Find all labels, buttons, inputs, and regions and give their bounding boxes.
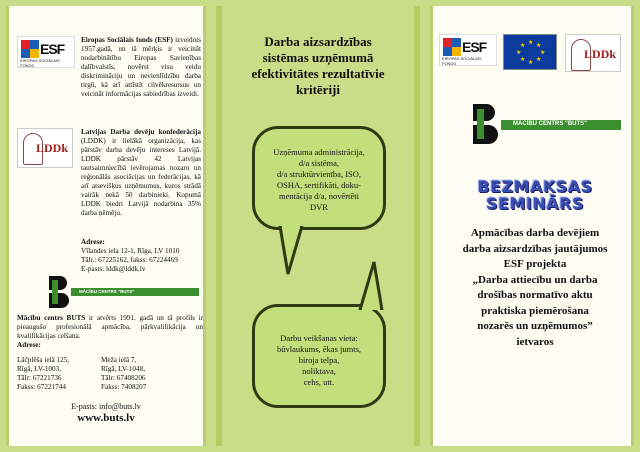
- esf-logo: ESF EIROPAS SOCIĀLAIS FONDS: [439, 34, 497, 66]
- esf-description: Eiropas Sociālais fonds (ESF) izveidots 1957.gadā, un tā mērķis ir veicināt nodarbinātību Eiropas Savienības dalībvalstīs, novērst visu veidu diskrimināciju un nevienlīdzību darba tirgū, kā arī attīstīt cilvēkresursus un veicināt informācijas sabiedrības izveidi.: [81, 36, 202, 98]
- buts-address-1: Lāčplēša ielā 125, Rīgā, LV-1003, Tālr: 67221736 Fakss: 67221744: [17, 356, 70, 391]
- buts-logo: MĀCĪBU CENTRS "BUTS": [473, 104, 623, 144]
- eu-flag-icon: ★ ★ ★ ★ ★ ★ ★ ★: [503, 34, 557, 70]
- right-panel: [430, 6, 634, 446]
- speech-bubble-workplace: Darbu veikšanas vieta: būvlaukums, ēkas jumts, biroja telpa, noliktava, cehs, utt.: [252, 304, 386, 408]
- buts-address-2: Meža ielā 7, Rīgā, LV-1048, Tālr: 67408206 Fakss: 7408207: [101, 356, 147, 391]
- buts-logo: MĀCĪBU CENTRS "BUTS": [49, 276, 199, 310]
- lddk-logo: LDDk: [565, 34, 621, 72]
- buts-email: E-pasts: info@buts.lv: [71, 402, 141, 411]
- left-panel: [6, 6, 206, 446]
- free-seminar-headline: BEZMAKSAS SEMINĀRS: [477, 177, 593, 213]
- buts-description: Mācību centrs BUTS ir atvērts 1991. gadā un tā profils ir pieaugušo profesionālā apmācība, pārkvalifikācija un kvalifikācijas celšana. Adrese:: [17, 314, 203, 349]
- seminar-description: Apmācības darba devējiem darba aizsardzības jautājumos ESF projekta „Darba attiecību un darba drošības normatīvo aktu praktiska piemērošana nozarēs un uzņēmumos” ietvaros: [462, 227, 608, 348]
- criteria-title: Darba aizsardzības sistēmas uzņēmumā efektivitātes rezultatīvie kritēriji: [251, 34, 385, 97]
- bubble-tail-up-icon: [356, 258, 386, 310]
- speech-bubble-management: Uzņēmuma administrācija, d/a sistēma, d/a struktūrvienība, ISO, OSHA, sertifikāti, doku- mentācija d/a, novērtēti DVR: [252, 126, 386, 230]
- lddk-description: Latvijas Darba devēju konfederācija (LDDK) ir lielākā organizācija, kas pārstāv darba devēju intereses Latvijā. LDDK pārstāv 42 Latvijas tautsaimniecībā ievērojamas nozaru un reģionālās asociācijas un federācijas, kā arī atsevišķus uzņēmumus, kuros strādā vairāk nekā 50 darbinieki. Kopumā LDDK biedri Latvijā nodarbina 35% darba ņēmēju.: [81, 128, 201, 217]
- bubble-tail-down-icon: [276, 226, 306, 278]
- esf-logo: ESF EIROPAS SOCIĀLAIS FONDS: [17, 36, 75, 68]
- buts-website: www.buts.lv: [77, 412, 135, 424]
- lddk-logo: LDDk: [17, 128, 73, 168]
- middle-panel: [216, 6, 420, 446]
- lddk-address: Adrese: Vīlandes iela 12-1, Rīga, LV 1010 Tālr.: 67225162, fakss: 67224469 E-pasts: lddk@lddk.lv: [81, 238, 180, 273]
